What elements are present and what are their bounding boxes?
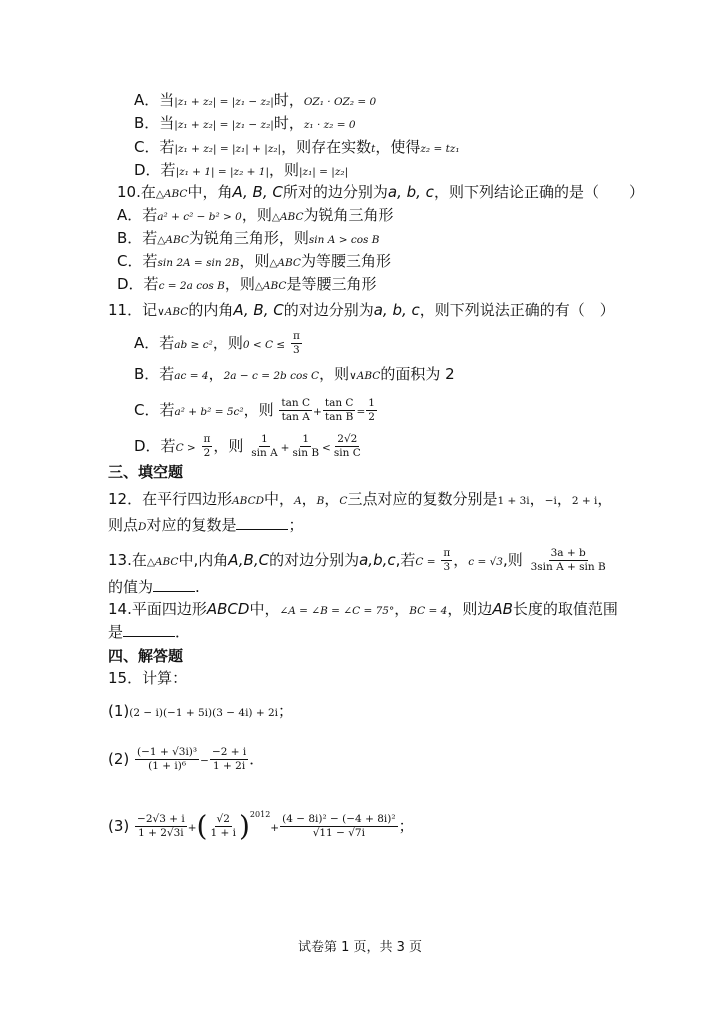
q9-option-a: A．当|z₁ + z₂| = |z₁ − z₂|时，OZ₁ · OZ₂ = 0 <box>134 91 377 109</box>
q15-stem: 15．计算： <box>108 669 188 687</box>
q10-stem: 10.在△ABC中，角A, B, C所对的边分别为a, b, c，则下列结论正确的是（ ） <box>117 183 644 201</box>
q11d-fraction-3: $\frac{2√2}{\text{sin C}}$ <box>333 433 361 459</box>
q14-answer-blank[interactable] <box>123 622 175 637</box>
q13-fraction-main: $\frac{3a + b}{\text{3sin A + sin B}}$ <box>530 547 606 573</box>
q9-option-d: D．若|z₁ + 1| = |z₂ + 1|，则|z₁| = |z₂| <box>134 161 349 179</box>
q15-3-fraction-2: $\frac{√2}{1 + i}$ <box>210 813 236 839</box>
q11c-fraction-2: $\frac{\text{tan C}}{\text{tan B}}$ <box>324 397 354 423</box>
q15-3-fraction-1: $\frac{-2√3 + i}{1 + 2√3i}$ <box>137 813 185 839</box>
q10-option-b: B．若△ABC为锐角三角形，则sin A > cos B <box>117 229 380 247</box>
q15-part-3: (3) $\frac{-2√3 + i}{1 + 2√3i}$ +( $\frac{√2}{1 + i}$ )$^{2012}$+ $\frac{\text{(4 − 8i)² − (−4 + 8i)²}}{√11 - √7i}$ ； <box>108 809 414 843</box>
q11-option-d: D．若C > $\frac{\pi}{2}$ ，则 $\frac{1}{\text{sin A}}$ + $\frac{1}{\text{sin B}}$ < $\frac{2√2}{\text{sin C}}$ <box>134 433 361 459</box>
section-solution-title: 四、解答题 <box>108 647 184 665</box>
q14-line-2: 是 ． <box>108 623 191 641</box>
q9-option-c: C．若|z₁ + z₂| = |z₁| + |z₂|，则存在实数t，使得z₂ = tz₁ <box>134 138 460 156</box>
q11d-fraction-c: $\frac{\pi}{2}$ <box>203 433 211 459</box>
q12-answer-blank[interactable] <box>236 515 288 530</box>
q10-option-d: D．若c = 2a cos B，则△ABC是等腰三角形 <box>117 275 377 293</box>
q11c-fraction-3: $\frac{1}{2}$ <box>368 397 375 423</box>
q15-2-fraction-1: $\frac{\text{(−1 + √3i)³}}{\text{(1 + i)⁶}}$ <box>137 746 198 772</box>
q11d-fraction-2: $\frac{1}{\text{sin B}}$ <box>292 433 320 459</box>
right-paren: ) <box>238 809 250 843</box>
q15-part-2: (2) $\frac{\text{(−1 + √3i)³}}{\text{(1 + i)⁶}}$ − $\frac{-2 + i}{1 + 2i}$ ． <box>108 746 265 772</box>
q14-line-1: 14.平面四边形ABCD中，∠A = ∠B = ∠C = 75°，BC = 4，则边AB长度的取值范围 <box>108 600 618 618</box>
q11-option-c: C．若a² + b² = 5c²，则 $\frac{\text{tan C}}{\text{tan A}}$ + $\frac{\text{tan C}}{\text{tan B}}$ = $\frac{1}{2}$ <box>134 397 375 423</box>
q11-stem: 11．记∨ABC的内角A, B, C的对边分别为a, b, c，则下列说法正确的有（ ） <box>108 301 615 319</box>
q13-answer-blank[interactable] <box>153 577 195 592</box>
left-paren: ( <box>196 809 208 843</box>
q10-option-a: A．若a² + c² − b² > 0，则△ABC为锐角三角形 <box>117 206 394 224</box>
q15-3-fraction-3: $\frac{\text{(4 − 8i)² − (−4 + 8i)²}}{√11 - √7i}$ <box>282 813 396 839</box>
q11c-fraction-1: $\frac{\text{tan C}}{\text{tan A}}$ <box>281 397 311 423</box>
q13-line-2: 的值为 . <box>108 578 200 596</box>
q11d-fraction-1: $\frac{1}{\text{sin A}}$ <box>251 433 278 459</box>
q11-option-a: A．若ab ≥ c²，则0 < C ≤ $\frac{\pi}{3}$ <box>134 330 300 356</box>
q15-part-1: (1)(2 − i)(−1 + 5i)(3 − 4i) + 2i； <box>108 702 294 720</box>
section-fill-in-title: 三、填空题 <box>108 463 184 481</box>
q9-option-b: B．当|z₁ + z₂| = |z₁ − z₂|时，z₁ · z₂ = 0 <box>134 114 356 132</box>
q12-line-2: 则点D对应的复数是 ； <box>108 516 304 534</box>
q15-2-fraction-2: $\frac{-2 + i}{1 + 2i}$ <box>211 746 247 772</box>
q13-fraction-c: $\frac{\pi}{3}$ <box>443 547 451 573</box>
q13-line-1: 13.在△ABC中,内角A,B,C的对边分别为a,b,c,若C = $\frac{\pi}{3}$ ，c = √3,则 $\frac{3a + b}{\text{3sin A + sin B}}$ <box>108 547 606 573</box>
page-footer: 试卷第 1 页，共 3 页 <box>297 940 423 955</box>
q11a-fraction: $\frac{\pi}{3}$ <box>292 330 300 356</box>
q12-line-1: 12．在平行四边形ABCD中，A，B，C三点对应的复数分别是1 + 3i，−i，2 + i， <box>108 490 613 508</box>
q11-option-b: B．若ac = 4，2a − c = 2b cos C，则∨ABC的面积为 2 <box>134 365 455 383</box>
q10-option-c: C．若sin 2A = sin 2B，则△ABC为等腰三角形 <box>117 252 391 270</box>
